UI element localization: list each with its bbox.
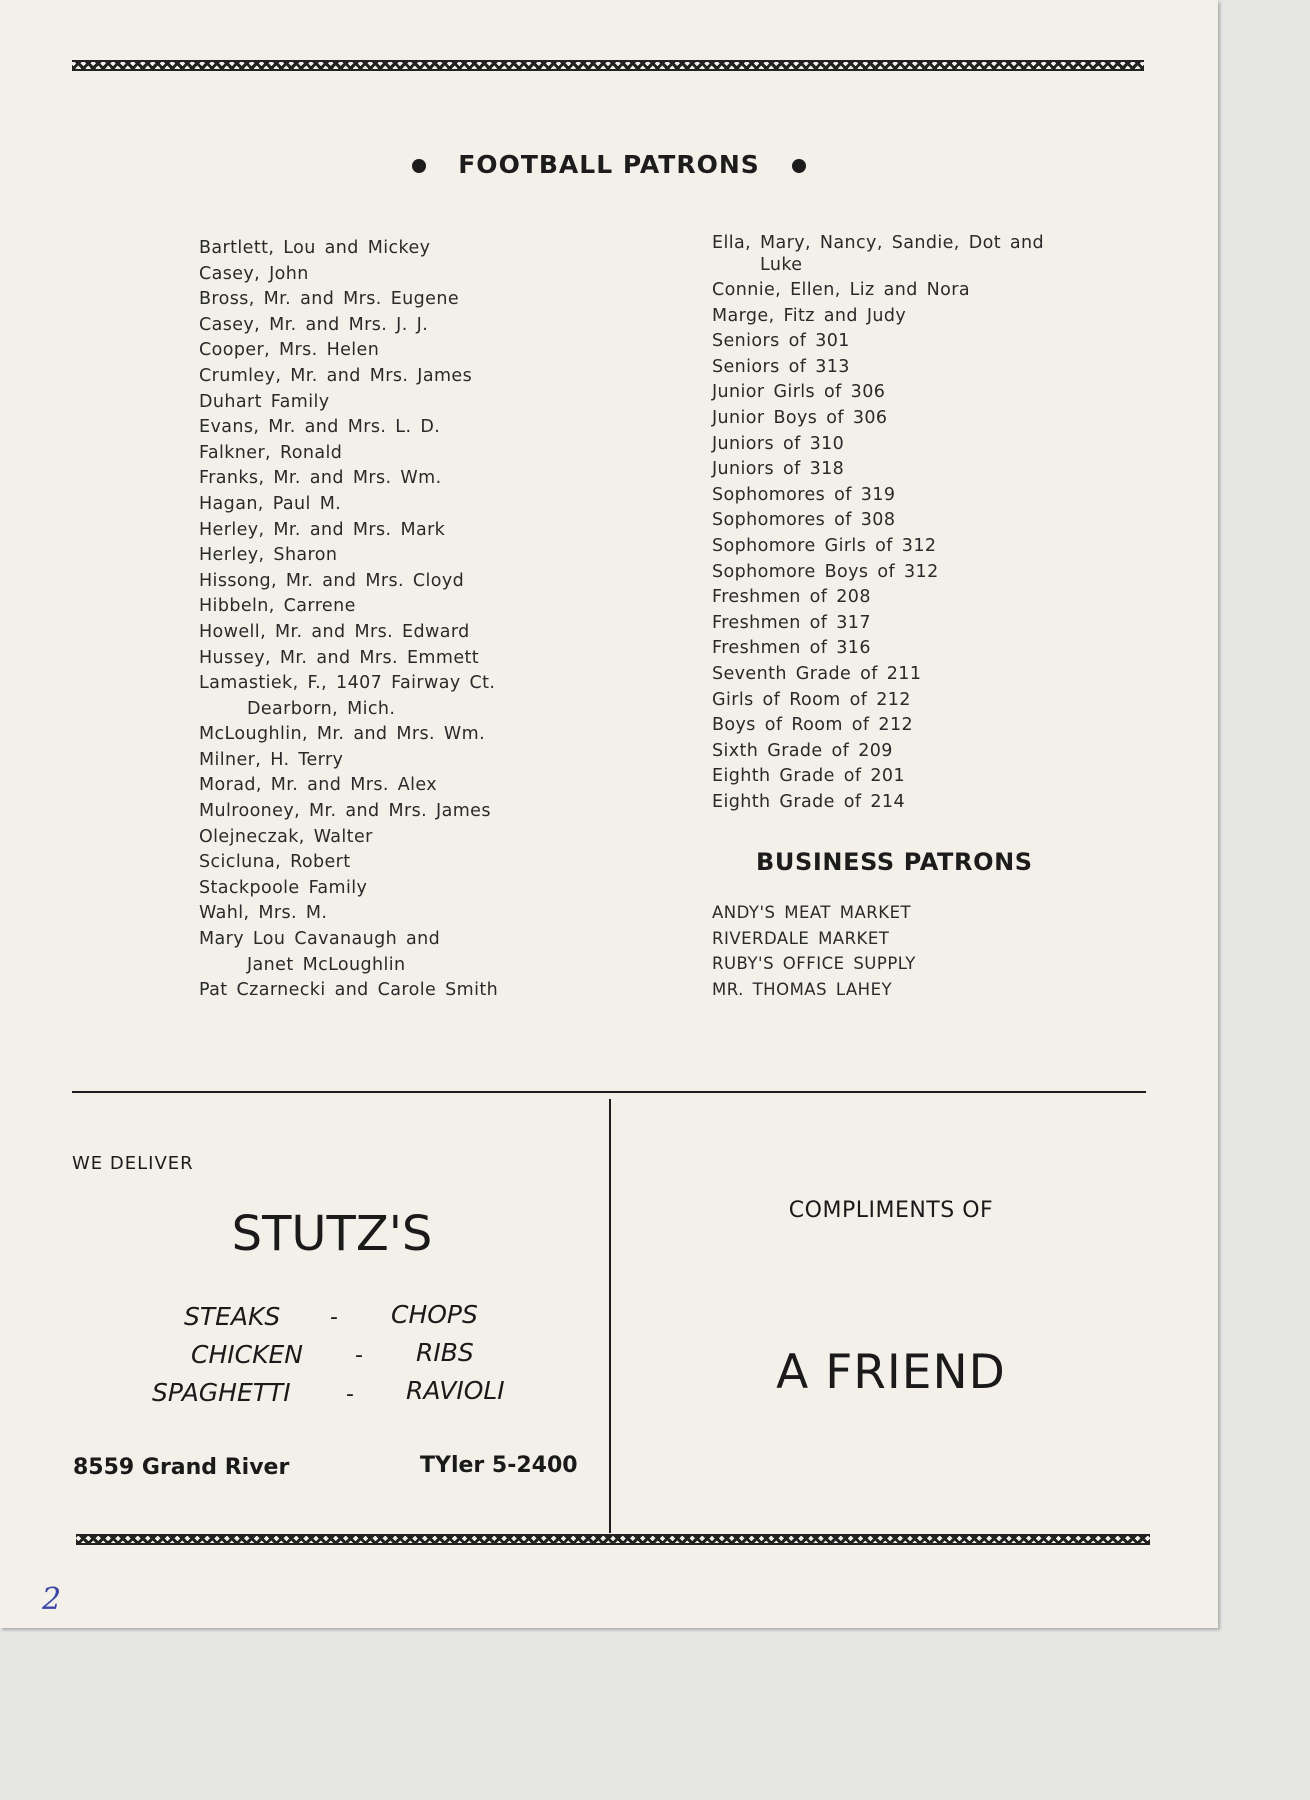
menu-separator: - (346, 1382, 354, 1407)
list-item: Scicluna, Robert (199, 852, 351, 873)
list-item-text: Ella, Mary, Nancy, Sandie, Dot and (712, 233, 1045, 253)
menu-item: STEAKS (184, 1302, 281, 1331)
list-item-continuation: Luke (760, 255, 803, 275)
list-item: Marge, Fitz and Judy (712, 305, 907, 326)
list-item: Sophomore Girls of 312 (712, 535, 937, 556)
bullet-icon (412, 159, 426, 173)
list-item: Duhart Family (199, 391, 330, 412)
ads-divider-vertical (609, 1099, 611, 1533)
list-item: Sophomores of 308 (712, 510, 896, 531)
list-item: Crumley, Mr. and Mrs. James (199, 365, 473, 386)
list-item: Junior Girls of 306 (712, 382, 886, 403)
bullet-icon (792, 159, 806, 173)
ad-friend-name: A FRIEND (776, 1345, 1006, 1400)
list-item: Bross, Mr. and Mrs. Eugene (199, 289, 459, 310)
list-item: Sophomores of 319 (712, 484, 896, 505)
list-item: Hibbeln, Carrene (199, 596, 356, 617)
list-item: Hissong, Mr. and Mrs. Cloyd (199, 570, 465, 591)
list-item: Herley, Mr. and Mrs. Mark (199, 519, 446, 540)
menu-item: CHICKEN (191, 1340, 303, 1369)
menu-separator: - (330, 1305, 338, 1330)
title-text: FOOTBALL PATRONS (458, 150, 760, 179)
list-item: Seniors of 301 (712, 331, 850, 352)
list-item: Herley, Sharon (199, 545, 338, 566)
menu-item: RAVIOLI (406, 1376, 505, 1405)
list-item: McLoughlin, Mr. and Mrs. Wm. (199, 724, 486, 745)
ads-divider-horizontal (72, 1091, 1146, 1093)
list-item: Juniors of 310 (712, 433, 845, 454)
list-item: Evans, Mr. and Mrs. L. D. (199, 417, 441, 438)
page-title (0, 150, 1218, 179)
list-item: Boys of Room of 212 (712, 715, 914, 736)
business-patrons-title: BUSINESS PATRONS (756, 848, 1033, 876)
list-item: Freshmen of 317 (712, 612, 871, 633)
list-item: Milner, H. Terry (199, 749, 344, 770)
menu-item: CHOPS (391, 1300, 478, 1329)
list-item: Mulrooney, Mr. and Mrs. James (199, 801, 491, 822)
patrons-right-column (712, 232, 1044, 815)
ad-business-name: STUTZ'S (231, 1206, 433, 1262)
list-item: Eighth Grade of 214 (712, 791, 905, 812)
list-item: Hussey, Mr. and Mrs. Emmett (199, 647, 480, 668)
bottom-border (76, 1534, 1150, 1545)
ad-tagline: WE DELIVER (72, 1153, 194, 1174)
list-item: Falkner, Ronald (199, 442, 343, 463)
list-item: Mary Lou Cavanaugh and (199, 929, 441, 950)
list-item: Wahl, Mrs. M. (199, 903, 328, 924)
list-item: MR. THOMAS LAHEY (712, 979, 893, 999)
business-patrons-list (712, 900, 916, 1002)
menu-separator: - (355, 1343, 363, 1368)
list-item: Pat Czarnecki and Carole Smith (199, 980, 499, 1001)
list-item: Bartlett, Lou and Mickey (199, 238, 431, 258)
ad-address: 8559 Grand River (73, 1455, 290, 1480)
list-item: Cooper, Mrs. Helen (199, 340, 380, 361)
list-item (712, 232, 1044, 276)
list-item: RUBY'S OFFICE SUPPLY (712, 954, 916, 974)
list-item: Junior Boys of 306 (712, 407, 888, 428)
list-item: Freshmen of 316 (712, 638, 871, 659)
list-item: Hagan, Paul M. (199, 493, 342, 514)
ad-compliments-heading: COMPLIMENTS OF (788, 1198, 994, 1223)
list-item: Sixth Grade of 209 (712, 740, 893, 761)
handwritten-page-number: 2 (42, 1582, 62, 1617)
list-item: Juniors of 318 (712, 459, 845, 480)
list-item: Casey, John (199, 263, 309, 284)
menu-item: RIBS (416, 1338, 474, 1367)
list-item: Franks, Mr. and Mrs. Wm. (199, 468, 442, 489)
list-item: Casey, Mr. and Mrs. J. J. (199, 314, 429, 335)
list-item: Stackpoole Family (199, 877, 368, 898)
list-item: Howell, Mr. and Mrs. Edward (199, 621, 470, 642)
list-item-continuation: Dearborn, Mich. (247, 698, 396, 719)
list-item: ANDY'S MEAT MARKET (712, 903, 912, 922)
list-item: Girls of Room of 212 (712, 689, 911, 710)
list-item: Seniors of 313 (712, 356, 850, 377)
patrons-left-column (199, 236, 498, 1004)
list-item: Freshmen of 208 (712, 587, 871, 608)
list-item: Eighth Grade of 201 (712, 766, 905, 787)
top-border (72, 60, 1144, 71)
list-item: Morad, Mr. and Mrs. Alex (199, 775, 438, 796)
list-item: Olejneczak, Walter (199, 826, 373, 847)
list-item: RIVERDALE MARKET (712, 928, 890, 948)
list-item: Lamastiek, F., 1407 Fairway Ct. (199, 673, 496, 694)
list-item: Sophomore Boys of 312 (712, 561, 939, 582)
menu-item: SPAGHETTI (152, 1378, 291, 1407)
list-item: Seventh Grade of 211 (712, 663, 922, 684)
list-item: Connie, Ellen, Liz and Nora (712, 280, 970, 300)
list-item-continuation: Janet McLoughlin (247, 954, 406, 975)
ad-phone: TYler 5-2400 (420, 1453, 578, 1478)
